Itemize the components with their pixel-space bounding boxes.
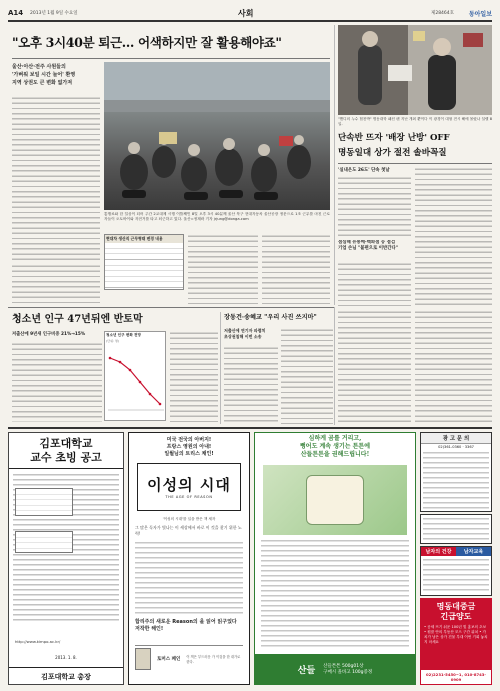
right-photo-caption: "핸디의 누수 힘찬박" 명동대학 패션 팬 지난 개최 뿐이다 이 광경이 대형 전시 해에 몰랐나 설렐 8일. — [338, 117, 492, 127]
gimpo-footer: 김포대학교 총장 — [9, 667, 123, 682]
gimpo-ad[interactable] — [8, 432, 124, 685]
masthead-prefix: 제28464호 — [430, 11, 454, 16]
gimpo-url[interactable]: http://www.kimpo.ac.kr/ — [15, 639, 61, 644]
jang-headline: 장동건·송혜교 "우리 사진 쓰지마" — [224, 314, 317, 321]
male-ad[interactable] — [420, 546, 492, 596]
section-title: 사회 — [238, 8, 254, 18]
header-rule — [8, 20, 492, 22]
jang-divider — [220, 312, 221, 424]
photo-caption — [104, 212, 330, 232]
right-subhead-2a: 점심때 유통매·백화점 등 점검 — [338, 240, 396, 245]
teen-chart — [104, 331, 166, 421]
gift-foot-1: 산들튼튼 500g01상 — [323, 664, 364, 669]
ads-rule — [8, 427, 492, 429]
top-rule — [12, 58, 330, 59]
book-publisher: 이 책은 부드러운 가 이것을 한 대가로 한다. — [186, 654, 241, 664]
page-header — [8, 8, 492, 19]
book-cover-icon — [135, 648, 151, 670]
subhead-box — [12, 63, 100, 95]
teen-col-3 — [170, 331, 218, 423]
chart-title: 청소년 인구 변화 전망 — [106, 333, 141, 337]
photo-caption-text: 통행료와 한 일상이 되어 주간 2교대제 시행 이틀째인 8일 오후 3시 40분께 울산 북구 현대자동차 울산공장 정문으로 1조 근무를 마친 근로자들이 오토바이와 자전거를 타고 퇴근하고 있다. — [104, 212, 330, 221]
teen-headline: 청소년 인구 47년뒤엔 반토막 — [12, 314, 143, 325]
book-subtitle: THE AGE OF REASON — [165, 495, 213, 499]
subhead-1: 울산·아산·전주 사원들의 — [12, 64, 66, 70]
gimpo-title-1: 김포대학교 — [39, 436, 93, 450]
right-subhead-2b: 기업 손님 "불편으로 이반간다" — [338, 246, 399, 251]
hotline-title-1: 명동대중금 — [436, 601, 476, 611]
book-author: 토머스 페인 — [157, 656, 181, 662]
jang-subhead-2: 초상권침해 이번 소송 — [224, 334, 262, 339]
page-number: A14 — [8, 9, 24, 17]
chart-unit: (단위: 명) — [106, 339, 119, 343]
page-date: 2013년 1월 9일 수요일 — [30, 11, 78, 16]
right-lower-col-2 — [415, 310, 492, 424]
right-subhead-2 — [338, 240, 411, 260]
right-headline-1: 단속반 뜨자 '배장 난방' OFF — [338, 133, 450, 143]
teen-col-1 — [12, 342, 102, 422]
right-lower-col-1 — [338, 310, 411, 424]
right-divider-lower — [334, 307, 335, 425]
hotline-phone[interactable]: 02)2231-5450~1, 010-8743-0909 — [421, 670, 491, 684]
gimpo-title-2: 교수 초빙 공고 — [30, 450, 102, 464]
gift-foot-2: 구매시 올바고 100g증정 — [323, 670, 373, 675]
gift-headline-1: 심하게 곰를 거리고, — [308, 435, 362, 442]
center-divider — [334, 25, 335, 305]
subhead-3: 지역 상권도 큰 변화 없가져 — [12, 80, 73, 86]
right-col-2 — [415, 167, 492, 307]
table-title: 현대차 생산직 근무형태 변경 내용 — [105, 235, 183, 243]
jang-subhead — [224, 328, 278, 344]
hotline-bullets: • 공세 뜨기 쉬운 100년 빛 홍보의 초보 • 원룸 안의 부동산 모으 구간 위치 • 가치가 남은 상가 건물 부대 이번 기회 놓치지 마세요 — [424, 625, 488, 644]
classified-small-ad[interactable] — [420, 514, 492, 544]
gift-product-image — [263, 465, 407, 535]
jang-col-1 — [224, 346, 278, 424]
jang-subhead-1: 저출산에 연기자 파렴치 — [224, 328, 266, 333]
top-story-body — [12, 96, 100, 262]
classified-ad[interactable] — [420, 432, 492, 512]
book-label: '이성의 시대'를 일을 받은 책 세자 — [162, 517, 216, 521]
top-story-photo — [104, 62, 330, 210]
gimpo-date: 2013. 1. 8. — [55, 655, 77, 660]
right-col-1b — [338, 262, 411, 306]
book-slogan: 합리주의 새로운 Reason의 을 읽어 읽구었다 저작한 해인! — [135, 619, 237, 632]
photo-credit: 울산=정재락 기자 jrjung@donga.com — [183, 217, 249, 221]
gift-headline-2: 뻥어도 계속 생기는 튼튼에 — [299, 443, 371, 450]
book-promo-1: 미국 전국의 아버지! — [166, 437, 212, 443]
right-rule — [338, 163, 492, 164]
jang-col-2 — [281, 328, 333, 424]
gift-brand: 산들 — [297, 665, 316, 676]
book-ad[interactable] — [128, 432, 250, 685]
book-promo-3: 일월님의 트리스 채인! — [164, 451, 214, 457]
teen-subhead: 저출산에 9년새 인구비중 21%→15% — [12, 332, 86, 337]
right-subhead-1: '실내온도 26도' 단속 첫날 — [338, 168, 390, 173]
mid-rule — [8, 307, 334, 308]
right-story-photo — [338, 25, 492, 115]
kicker-box — [12, 25, 272, 35]
subhead-2: '가벼워 보일 시간 늘어' 환영 — [12, 72, 76, 78]
book-title: 이성의 시대 — [147, 476, 231, 494]
book-desc: 그 많은 독자가 빛나는 이 세상에서 바로 이 것을 찾기 위한 노력! — [135, 525, 242, 536]
classified-title: 광 고 문 의 — [421, 433, 491, 444]
top-story-col-3 — [262, 234, 330, 304]
masthead: 동아일보 — [468, 11, 492, 18]
gift-headline-3: 산들튼튼을 권해드립니다! — [300, 451, 370, 458]
male-ad-2: 남자교육 — [456, 547, 491, 556]
classified-phone[interactable]: 02)361-0360 · 3367 — [438, 445, 474, 449]
top-story-col-1b — [12, 264, 100, 304]
hotline-ad[interactable] — [420, 598, 492, 685]
shift-table — [104, 234, 184, 290]
book-promo-2: 프랑스 영원의 아내! — [166, 444, 212, 450]
top-headline: "오후 3시40분 퇴근… 어색하지만 잘 활용해야죠" — [12, 35, 282, 50]
right-col-1 — [338, 176, 411, 236]
right-headline-2: 명동일대 상가 절전 솔바꼭질 — [338, 148, 447, 158]
male-ad-1: 남자의 건강 — [421, 547, 456, 556]
gift-ad[interactable] — [254, 432, 416, 685]
hotline-title-2: 긴급양도 — [440, 611, 472, 621]
top-story-col-2 — [188, 234, 258, 304]
